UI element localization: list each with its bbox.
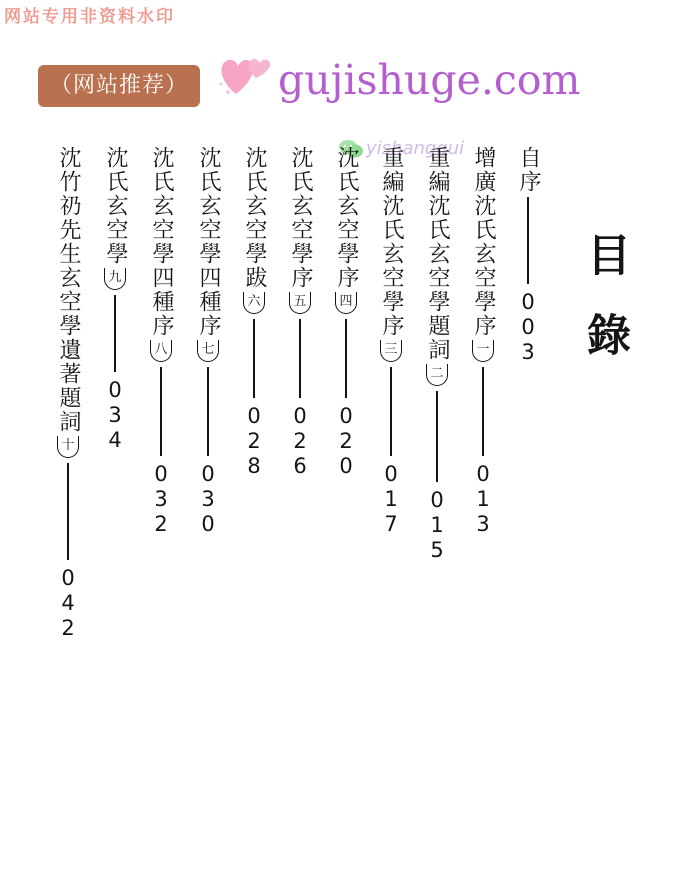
toc-leader-line bbox=[207, 367, 209, 456]
toc-entry[interactable] bbox=[468, 146, 498, 537]
toc-heading: 增廣沈氏玄空學序 bbox=[471, 146, 496, 338]
watermark-top: 网站专用非资料水印 bbox=[4, 7, 175, 27]
hearts-icon bbox=[216, 48, 274, 100]
toc-heading: 重編沈氏玄空學序 bbox=[379, 146, 404, 338]
toc-page-number: 028 bbox=[242, 404, 266, 479]
toc-entry[interactable] bbox=[376, 146, 406, 537]
toc-heading: 沈氏玄空學四種序 bbox=[149, 146, 174, 338]
site-url-watermark[interactable]: gujishuge.com bbox=[278, 56, 581, 104]
toc-leader-line bbox=[527, 197, 529, 284]
toc-heading: 沈竹礽先生玄空學遺著題詞 bbox=[56, 146, 81, 434]
toc-entry[interactable] bbox=[146, 146, 176, 537]
toc-heading: 沈氏玄空學四種序 bbox=[196, 146, 221, 338]
toc-leader-line bbox=[114, 295, 116, 372]
recommend-badge[interactable]: （网站推荐） bbox=[38, 65, 200, 107]
toc-number-marker: 一 bbox=[472, 340, 494, 362]
toc-page-number: 020 bbox=[334, 404, 358, 479]
toc-number-marker: 四 bbox=[335, 292, 357, 314]
toc-leader-line bbox=[390, 367, 392, 456]
toc-number-marker: 八 bbox=[150, 340, 172, 362]
toc-entry[interactable] bbox=[239, 146, 269, 479]
toc-leader-line bbox=[482, 367, 484, 456]
toc-entry[interactable] bbox=[100, 146, 130, 453]
toc-number-marker: 五 bbox=[289, 292, 311, 314]
toc-heading: 沈氏玄空學跋 bbox=[242, 146, 267, 290]
watermark-mid-text: yishanggui bbox=[366, 138, 465, 159]
toc-page-number: 030 bbox=[196, 462, 220, 537]
toc-heading: 沈氏玄空學序 bbox=[288, 146, 313, 290]
toc-number-marker: 三 bbox=[380, 340, 402, 362]
toc-leader-line bbox=[299, 319, 301, 398]
toc-page-number: 015 bbox=[425, 488, 449, 563]
toc-page-number: 042 bbox=[56, 566, 80, 641]
toc-heading: 自序 bbox=[516, 146, 541, 194]
toc-page-number: 034 bbox=[103, 378, 127, 453]
toc-entry[interactable] bbox=[331, 146, 361, 479]
toc-number-marker: 十 bbox=[57, 436, 79, 458]
toc-page-number: 032 bbox=[149, 462, 173, 537]
toc-entry[interactable] bbox=[53, 146, 83, 641]
toc-heading: 重編沈氏玄空學題詞 bbox=[425, 146, 450, 362]
toc-leader-line bbox=[436, 391, 438, 482]
toc-leader-line bbox=[253, 319, 255, 398]
toc-entry[interactable] bbox=[193, 146, 223, 537]
toc-entry[interactable] bbox=[285, 146, 315, 479]
toc-leader-line bbox=[160, 367, 162, 456]
toc-number-marker: 六 bbox=[243, 292, 265, 314]
toc-page-number: 026 bbox=[288, 404, 312, 479]
toc-page-number: 013 bbox=[471, 462, 495, 537]
toc-number-marker: 二 bbox=[426, 364, 448, 386]
toc-leader-line bbox=[345, 319, 347, 398]
toc-heading: 沈氏玄空學 bbox=[103, 146, 128, 266]
toc-page-number: 003 bbox=[516, 290, 540, 365]
toc-entry[interactable] bbox=[513, 146, 543, 365]
page-title: 目錄 bbox=[579, 232, 630, 392]
toc-number-marker: 七 bbox=[197, 340, 219, 362]
toc-number-marker: 九 bbox=[104, 268, 126, 290]
toc-page-number: 017 bbox=[379, 462, 403, 537]
toc-leader-line bbox=[67, 463, 69, 560]
toc-entry[interactable] bbox=[422, 146, 452, 563]
toc-heading: 沈氏玄空學序 bbox=[334, 146, 359, 290]
